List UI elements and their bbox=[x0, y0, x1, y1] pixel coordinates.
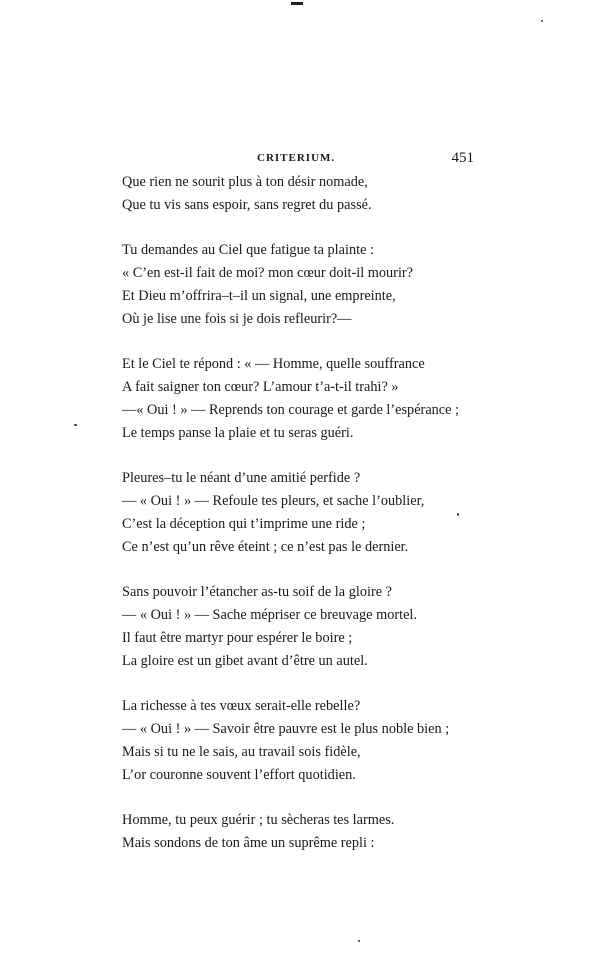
verse-line: Tu demandes au Ciel que fatigue ta plainte : bbox=[122, 242, 374, 259]
verse-line: « C’en est-il fait de moi? mon cœur doit-il mourir? bbox=[122, 265, 414, 282]
stanza bbox=[122, 239, 522, 330]
verse-line: —« Oui ! » — Reprends ton courage et garde l’espérance ; bbox=[122, 401, 460, 418]
verse-line: La gloire est un gibet avant d’être un autel. bbox=[122, 652, 368, 669]
scan-speck bbox=[541, 20, 543, 22]
verse-line: Et le Ciel te répond : « — Homme, quelle souffrance bbox=[122, 356, 425, 373]
scan-speck bbox=[358, 940, 360, 942]
verse-line: C’est la déception qui t’imprime une ride ; bbox=[122, 515, 366, 532]
verse-line: L’or couronne souvent l’effort quotidien. bbox=[122, 766, 356, 783]
verse-line: Que rien ne sourit plus à ton désir nomade, bbox=[122, 174, 368, 190]
stanza-gap bbox=[122, 217, 522, 240]
running-head bbox=[122, 152, 474, 172]
verse-line: Et Dieu m’offrira–t–il un signal, une empreinte, bbox=[122, 287, 396, 304]
verse-line: — « Oui ! » — Savoir être pauvre est le plus noble bien ; bbox=[122, 721, 450, 738]
verse-line: Où je lise une fois si je dois refleurir?— bbox=[122, 310, 352, 327]
scan-speck bbox=[74, 424, 77, 426]
verse-line: Mais si tu ne le sais, au travail sois fidèle, bbox=[122, 743, 361, 760]
printing-mark bbox=[291, 2, 303, 5]
verse-line: A fait saigner ton cœur? L’amour t’a-t-il trahi? » bbox=[122, 379, 399, 396]
verse-line: Il faut être martyr pour espérer le boire ; bbox=[122, 629, 353, 646]
stanza bbox=[122, 809, 522, 855]
scan-speck bbox=[457, 513, 459, 516]
verse-line: Pleures–tu le néant d’une amitié perfide ? bbox=[122, 470, 361, 487]
stanza-gap bbox=[122, 673, 522, 696]
poem-body bbox=[122, 171, 522, 855]
stanza-gap bbox=[122, 331, 522, 354]
verse-line: Le temps panse la plaie et tu seras guéri. bbox=[122, 424, 354, 441]
stanza bbox=[122, 467, 522, 558]
verse-line: Sans pouvoir l’étancher as-tu soif de la gloire ? bbox=[122, 584, 392, 601]
verse-line: — « Oui ! » — Sache mépriser ce breuvage mortel. bbox=[122, 607, 417, 624]
stanza bbox=[122, 171, 522, 217]
verse-line: Homme, tu peux guérir ; tu sècheras tes larmes. bbox=[122, 812, 395, 829]
stanza-gap bbox=[122, 445, 522, 468]
stanza-gap bbox=[122, 559, 522, 582]
stanza bbox=[122, 581, 522, 672]
running-title: CRITERIUM. bbox=[257, 152, 336, 164]
stanza bbox=[122, 353, 522, 444]
stanza bbox=[122, 695, 522, 786]
verse-line: — « Oui ! » — Refoule tes pleurs, et sache l’oublier, bbox=[122, 493, 425, 510]
verse-line: Ce n’est qu’un rêve éteint ; ce n’est pas le dernier. bbox=[122, 538, 409, 555]
verse-line: Mais sondons de ton âme un suprême repli : bbox=[122, 835, 375, 852]
stanza-gap bbox=[122, 787, 522, 810]
verse-line: Que tu vis sans espoir, sans regret du passé. bbox=[122, 196, 372, 213]
verse-line: La richesse à tes vœux serait-elle rebelle? bbox=[122, 698, 361, 715]
page-number: 451 bbox=[451, 150, 474, 166]
